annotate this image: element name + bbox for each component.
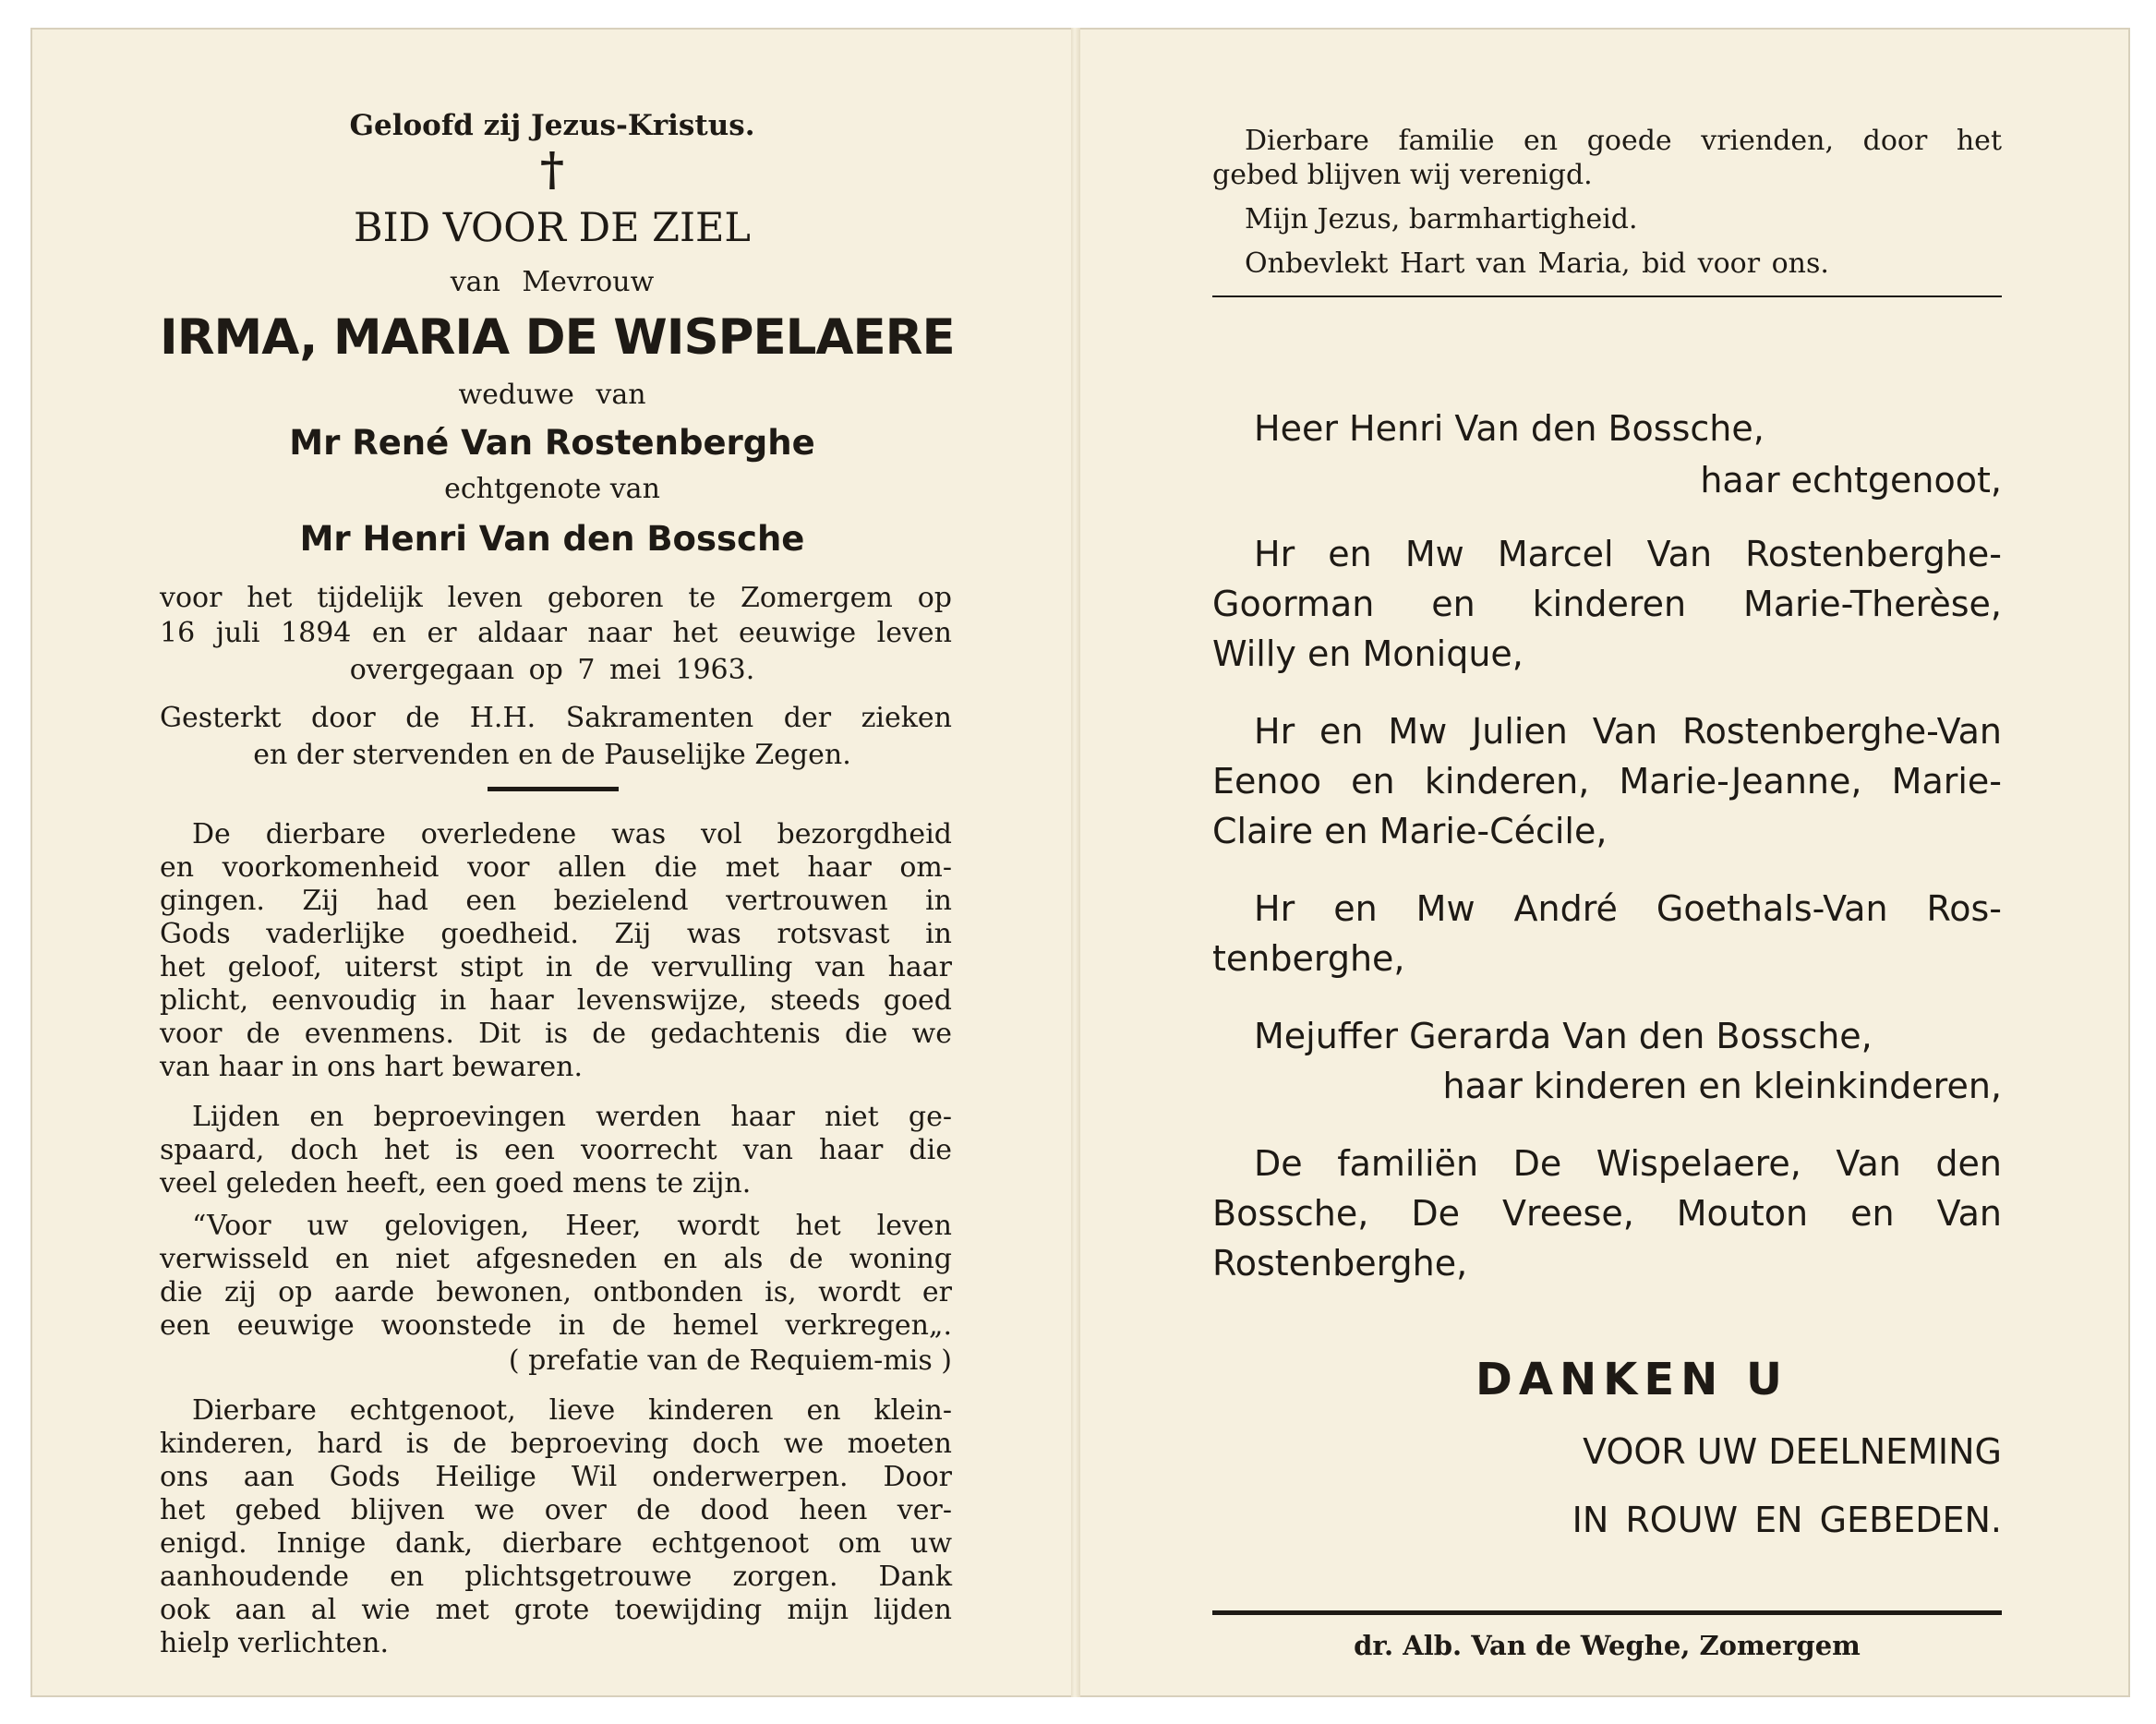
- thanks-line: IN ROUW EN GEBEDEN.: [1572, 1500, 2002, 1540]
- para2-line: spaard, doch het is een voorrecht van haar die: [160, 1134, 952, 1166]
- para4-line: het gebed blijven we over de dood heen ver-: [160, 1494, 952, 1526]
- printer-credit: dr. Alb. Van de Weghe, Zomergem: [1354, 1630, 1861, 1661]
- para4-line: aanhoudende en plichtsgetrouwe zorgen. Dank: [160, 1561, 952, 1593]
- family-line: Claire en Marie-Cécile,: [1212, 811, 1608, 851]
- para3-line: die zij op aarde bewonen, ontbonden is, wordt er: [160, 1276, 952, 1308]
- para4-line: kinderen, hard is de beproeving doch we moeten: [160, 1428, 952, 1460]
- para1-line: plicht, eenvoudig in haar levenswijze, steeds goed: [160, 984, 952, 1017]
- family-line: Bossche, De Vreese, Mouton en Van: [1212, 1193, 2002, 1234]
- second-husband: Mr Henri Van den Bossche: [299, 519, 805, 559]
- family-line: Rostenberghe,: [1212, 1243, 1468, 1284]
- header-text: Geloofd zij Jezus-Kristus.: [349, 109, 755, 142]
- birth-line: overgegaan op 7 mei 1963.: [349, 654, 755, 686]
- para3-line: verwisseld en niet afgesneden en als de woning: [160, 1243, 952, 1275]
- prayer-line: Mijn Jezus, barmhartigheid.: [1245, 203, 1638, 235]
- family-line: Hr en Mw Marcel Van Rostenberghe-: [1254, 534, 2002, 574]
- family-line: De familiën De Wispelaere, Van den: [1254, 1143, 2002, 1184]
- para1-line: het geloof, uiterst stipt in de vervulling van haar: [160, 951, 952, 983]
- deceased-name: IRMA, MARIA DE WISPELAERE: [160, 309, 955, 366]
- para3-line: “Voor uw gelovigen, Heer, wordt het leven: [192, 1210, 952, 1242]
- birth-line: 16 juli 1894 en er aldaar naar het eeuwige leven: [160, 617, 952, 649]
- family-line: Hr en Mw Julien Van Rostenberghe-Van: [1254, 711, 2002, 752]
- family-line: Heer Henri Van den Bossche,: [1254, 408, 1765, 449]
- birth-line: voor het tijdelijk leven geboren te Zomergem op: [160, 582, 952, 614]
- para4-line: enigd. Innige dank, dierbare echtgenoot om uw: [160, 1527, 952, 1560]
- para4-line: ons aan Gods Heilige Wil onderwerpen. Door: [160, 1461, 952, 1493]
- first-husband: Mr René Van Rostenberghe: [289, 423, 815, 463]
- thanks-heading: DANKEN U: [1475, 1354, 1789, 1405]
- family-line: tenberghe,: [1212, 938, 1405, 979]
- sacrament-line: Gesterkt door de H.H. Sakramenten der zieken: [160, 702, 952, 734]
- family-line: Mejuffer Gerarda Van den Bossche,: [1254, 1016, 1873, 1056]
- thanks-line: VOOR UW DEELNEMING: [1583, 1431, 2002, 1472]
- para4-line: hielp verlichten.: [160, 1627, 390, 1659]
- family-line: Eenoo en kinderen, Marie-Jeanne, Marie-: [1212, 761, 2002, 802]
- echtgenote-van: echtgenote van: [444, 473, 660, 505]
- para4-line: ook aan al wie met grote toewijding mijn lijden: [160, 1594, 952, 1626]
- cross-symbol: †: [539, 141, 565, 196]
- para1-line: gingen. Zij had een bezielend vertrouwen in: [160, 885, 952, 917]
- family-line: haar echtgenoot,: [1700, 460, 2002, 500]
- prayer-line: Onbevlekt Hart van Maria, bid voor ons.: [1245, 247, 1829, 280]
- para1-line: De dierbare overledene was vol bezorgdheid: [192, 818, 952, 850]
- para4-line: Dierbare echtgenoot, lieve kinderen en klein-: [192, 1394, 952, 1427]
- para1-line: en voorkomenheid voor allen die met haar om-: [160, 851, 952, 884]
- pray-heading: BID VOOR DE ZIEL: [354, 205, 751, 251]
- family-line: Willy en Monique,: [1212, 633, 1524, 674]
- para2-line: Lijden en beproevingen werden haar niet ge-: [192, 1101, 952, 1133]
- left-divider: [488, 787, 619, 791]
- para1-line: Gods vaderlijke goedheid. Zij was rotsvast in: [160, 918, 952, 950]
- family-line: Goorman en kinderen Marie-Therèse,: [1212, 584, 2002, 624]
- family-line: haar kinderen en kleinkinderen,: [1442, 1066, 2002, 1106]
- prayer-line: Dierbare familie en goede vrienden, door het: [1245, 125, 2002, 157]
- van-mevrouw: van Mevrouw: [450, 266, 655, 298]
- right-bottom-divider: [1212, 1610, 2002, 1615]
- para3-source: ( prefatie van de Requiem-mis ): [508, 1344, 952, 1377]
- para1-line: van haar in ons hart bewaren.: [160, 1051, 584, 1083]
- card-fold: [1071, 28, 1080, 1697]
- right-top-divider: [1212, 295, 2002, 297]
- para2-line: veel geleden heeft, een goed mens te zijn.: [160, 1167, 752, 1200]
- prayer-line: gebed blijven wij verenigd.: [1212, 159, 1593, 191]
- para3-line: een eeuwige woonstede in de hemel verkregen„.: [160, 1309, 952, 1342]
- family-line: Hr en Mw André Goethals-Van Ros-: [1254, 888, 2002, 929]
- sacrament-line: en der stervenden en de Pauselijke Zegen.: [253, 739, 851, 771]
- para1-line: voor de evenmens. Dit is de gedachtenis die we: [160, 1018, 952, 1050]
- weduwe-van: weduwe van: [458, 379, 646, 411]
